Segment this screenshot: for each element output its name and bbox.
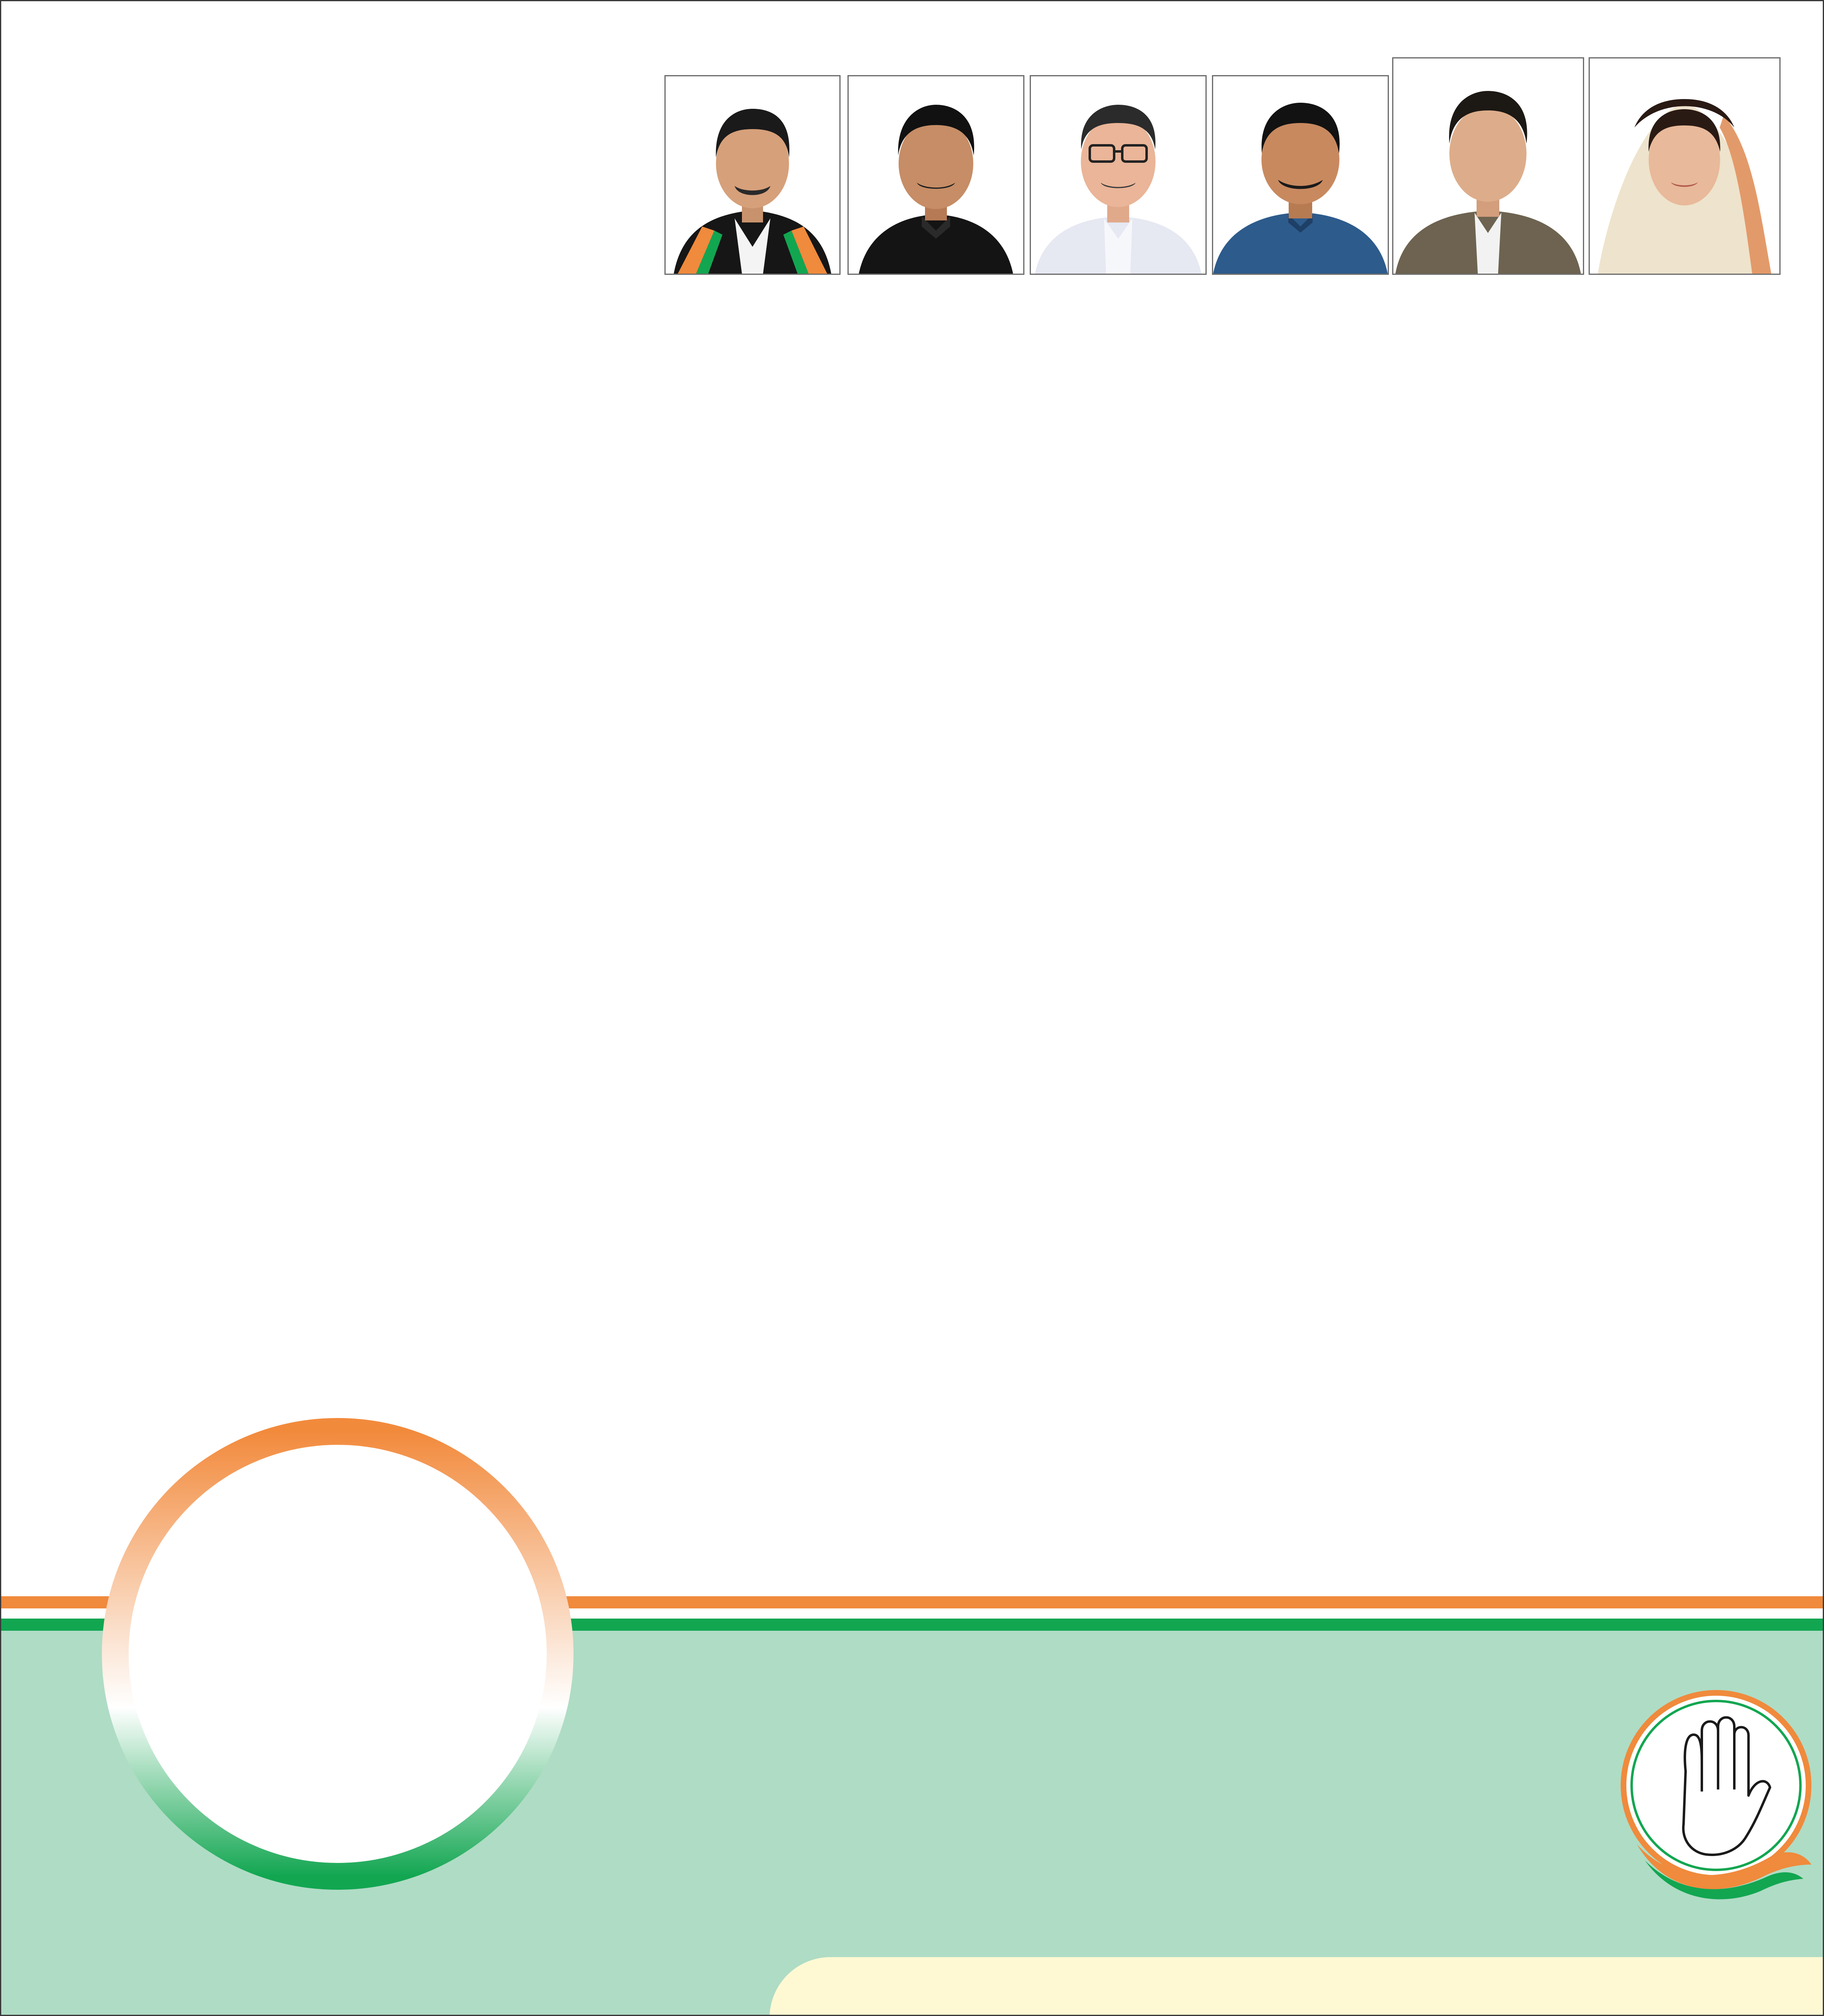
leader-portrait-icon — [1393, 58, 1583, 274]
cream-info-panel — [770, 1957, 1824, 2016]
leader-portrait-icon — [1031, 76, 1205, 274]
portrait-3 — [1030, 75, 1207, 275]
portrait-6 — [1589, 57, 1781, 275]
tricolor-ring-frame-icon — [101, 1417, 574, 1891]
leader-portrait-icon — [849, 76, 1023, 274]
portrait-5 — [1392, 57, 1584, 275]
leader-portrait-icon — [666, 76, 839, 274]
portrait-2 — [847, 75, 1024, 275]
photo-placeholder-ring — [101, 1417, 574, 1891]
portrait-4 — [1212, 75, 1389, 275]
congress-hand-logo-icon — [1600, 1690, 1820, 1909]
portrait-1 — [664, 75, 841, 275]
leader-portrait-icon — [1213, 76, 1388, 274]
party-logo — [1600, 1690, 1820, 1909]
leader-portrait-icon — [1590, 58, 1779, 274]
